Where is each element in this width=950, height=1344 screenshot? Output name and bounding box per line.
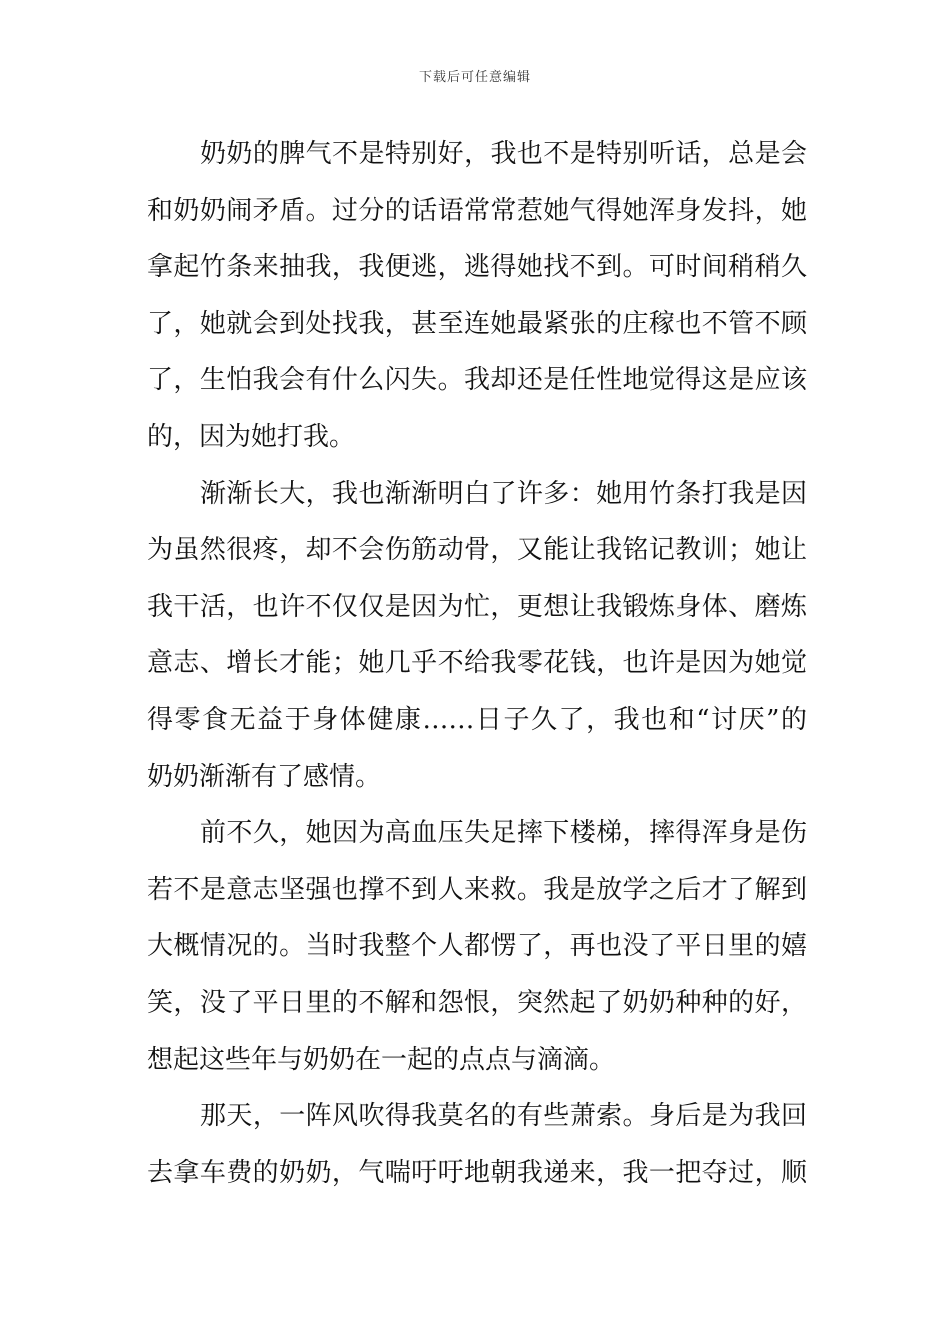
text-line: 那天，一阵风吹得我莫名的有些萧索。身后是为我回	[200, 1101, 807, 1132]
text-line: 渐渐长大，我也渐渐明白了许多：她用竹条打我是因	[200, 478, 807, 509]
document-body	[147, 126, 807, 1201]
text-line: 笑，没了平日里的不解和怨恨，突然起了奶奶种种的好，	[147, 987, 807, 1018]
text-line: 和奶奶闹矛盾。过分的话语常常惹她气得她浑身发抖，她	[147, 195, 807, 226]
text-line: 想起这些年与奶奶在一起的点点与滴滴。	[147, 1044, 616, 1075]
paragraph	[147, 805, 807, 1088]
text-line: 奶奶渐渐有了感情。	[147, 761, 382, 792]
text-line: 的，因为她打我。	[147, 421, 356, 452]
paragraph	[147, 126, 807, 466]
page-header: 下载后可任意编辑	[418, 70, 531, 85]
text-line: 意志、增长才能；她几乎不给我零花钱，也许是因为她觉	[147, 648, 807, 679]
text-line: 若不是意志坚强也撑不到人来救。我是放学之后才了解到	[147, 874, 807, 905]
text-line: 为虽然很疼，却不会伤筋动骨，又能让我铭记教训；她让	[147, 535, 807, 566]
text-line: 大概情况的。当时我整个人都愣了，再也没了平日里的嬉	[147, 931, 807, 962]
text-line: 奶奶的脾气不是特别好，我也不是特别听话，总是会	[200, 139, 807, 169]
text-line: 我干活，也许不仅仅是因为忙，更想让我锻炼身体、磨炼	[147, 591, 807, 622]
paragraph	[147, 466, 807, 806]
text-line: 得零食无益于身体健康……日子久了，我也和“讨厌”的	[147, 704, 807, 735]
text-line: 前不久，她因为高血压失足摔下楼梯，摔得浑身是伤	[200, 818, 807, 849]
text-line: 拿起竹条来抽我，我便逃，逃得她找不到。可时间稍稍久	[147, 252, 807, 283]
text-line: 了，她就会到处找我，甚至连她最紧张的庄稼也不管不顾	[147, 308, 807, 339]
text-line: 了，生怕我会有什么闪失。我却还是任性地觉得这是应该	[147, 365, 807, 396]
paragraph	[147, 1088, 807, 1201]
text-line: 去拿车费的奶奶，气喘吁吁地朝我递来，我一把夺过，顺	[147, 1157, 807, 1188]
